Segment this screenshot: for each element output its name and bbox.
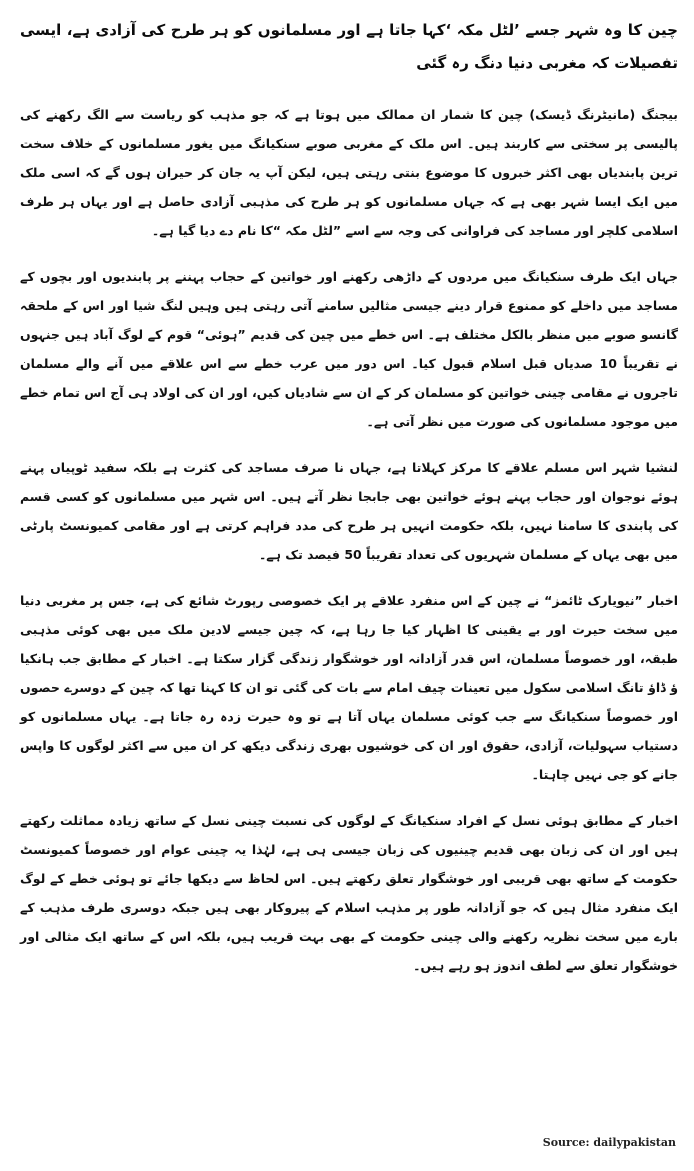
article-paragraph: اخبار کے مطابق ہوئی نسل کے افراد سنکیانگ کے لوگوں کی نسبت چینی نسل کے ساتھ زیادہ مماثلت رکھتے ہیں اور ان کی زبان بھی قدیم چینیوں کی زبان جیسی ہی ہے، لہٰذا یہ چینی عوام اور خصوصاً کمیونسٹ حکومت کے ساتھ بھی قریبی اور خوشگوار تعلق رکھتے ہیں۔ اس لحاظ سے دیکھا جائے تو ہوئی خطے کے لوگ ایک منفرد مثال ہیں کہ جو آزادانہ طور پر مذہب اسلام کے پیروکار بھی ہیں جبکہ دوسری طرف مذہب کے بارے میں سخت نظریہ رکھنے والی چینی حکومت کے بھی بہت قریب ہیں، بلکہ اس کے ساتھ ایک مثالی اور خوشگوار تعلق سے لطف اندوز ہو رہے ہیں۔ (20, 813, 678, 973)
article-headline: چین کا وہ شہر جسے ’لٹل مکہ ‘کہا جاتا ہے اور مسلمانوں کو ہر طرح کی آزادی ہے، ایسی تفصیلات کہ مغربی دنیا دنگ رہ گئی (20, 21, 678, 72)
article-paragraph: بیجنگ (مانیٹرنگ ڈیسک) چین کا شمار ان ممالک میں ہوتا ہے کہ جو مذہب کو ریاست سے الگ رکھنے کی پالیسی پر سختی سے کاربند ہیں۔ اس ملک کے مغربی صوبے سنکیانگ میں یغور مسلمانوں کے خلاف سخت ترین پابندیاں بھی اکثر خبروں کا موضوع بنتی رہتی ہیں، لیکن آپ یہ جان کر حیران ہوں گے کہ اسی ملک میں ایک ایسا شہر بھی ہے کہ جہاں مسلمانوں کو ہر طرح کی مذہبی آزادی حاصل ہے اور یہاں ہر طرف اسلامی کلچر اور مساجد کی فراوانی کی وجہ سے اسے ”لٹل مکہ “کا نام دے دیا گیا ہے۔ (20, 107, 678, 238)
source-credit: Source: dailypakistan (542, 1136, 676, 1149)
article-paragraph: اخبار ”نیویارک ٹائمز“ نے چین کے اس منفرد علاقے پر ایک خصوصی رپورٹ شائع کی ہے، جس پر مغربی دنیا میں سخت حیرت اور بے یقینی کا اظہار کیا جا رہا ہے، کہ چین جیسے لادین ملک میں بھی کوئی مذہبی طبقہ، اور خصوصاً مسلمان، اس قدر آزادانہ اور خوشگوار زندگی گزار سکتا ہے۔ اخبار کے مطابق جب ہانکیا ؤ ڈاؤ تانگ اسلامی سکول میں تعینات چیف امام سے بات کی گئی تو ان کا کہنا تھا کہ چین کے دوسرے حصوں اور خصوصاً سنکیانگ سے جب کوئی مسلمان یہاں آتا ہے تو وہ حیرت زدہ رہ جاتا ہے۔ یہاں مسلمانوں کو دستیاب سہولیات، آزادی، حقوق اور ان کی خوشیوں بھری زندگی دیکھ کر ان میں سے اکثر لوگوں کا واپس جانے کو جی نہیں چاہتا۔ (20, 593, 678, 782)
article-paragraph: لنشیا شہر اس مسلم علاقے کا مرکز کہلاتا ہے، جہاں نا صرف مساجد کی کثرت ہے بلکہ سفید ٹوپیاں پہنے ہوئے نوجوان اور حجاب پہنے ہوئے خواتین بھی جابجا نظر آتے ہیں۔ اس شہر میں مسلمانوں کو کسی قسم کی پابندی کا سامنا نہیں، بلکہ حکومت انہیں ہر طرح کی مدد فراہم کرتی ہے اور مقامی کمیونسٹ پارٹی میں بھی یہاں کے مسلمان شہریوں کی تعداد تقریباً 50 فیصد تک ہے۔ (20, 460, 678, 562)
article-paragraph: جہاں ایک طرف سنکیانگ میں مردوں کے داڑھی رکھنے اور خواتین کے حجاب پہننے پر پابندیوں اور بچوں کے مساجد میں داخلے کو ممنوع قرار دینے جیسی مثالیں سامنے آتی رہتی ہیں وہیں لنگ شیا اور اس کے ملحقہ گانسو صوبے میں منظر بالکل مختلف ہے۔ اس خطے میں چین کی قدیم ”ہوئی“ قوم کے لوگ آباد ہیں جنہوں نے تقریباً 10 صدیاں قبل اسلام قبول کیا۔ اس دور میں عرب خطے سے اس علاقے میں آنے والے مسلمان تاجروں نے مقامی چینی خواتین کو مسلمان کر کے ان سے شادیاں کیں، اور ان کی اولاد ہی آج اس تمام خطے میں موجود مسلمانوں کی صورت میں نظر آتی ہے۔ (20, 269, 679, 429)
